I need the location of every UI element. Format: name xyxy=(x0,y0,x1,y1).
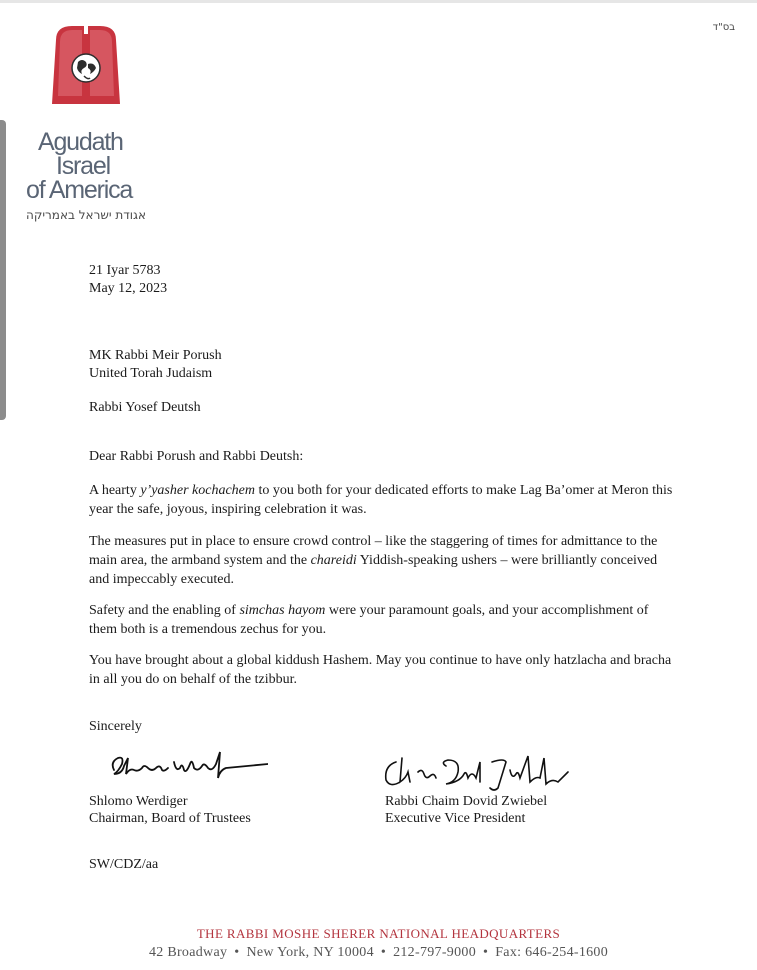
paragraph-1-end: to you both for your dedicated efforts to make Lag Ba’omer at Meron this year the safe, joyous, inspiring celebration it was. xyxy=(89,483,673,517)
salutation: Dear Rabbi Porush and Rabbi Deutsh: xyxy=(89,449,304,464)
signature-werdiger xyxy=(108,744,268,784)
recipient-1-name: MK Rabbi Meir Porush xyxy=(89,348,222,363)
recipient-2 xyxy=(89,399,201,417)
logo-line-of-america: of America xyxy=(26,176,133,204)
paragraph-2-end: Yiddish-speaking ushers – were brilliantly conceived and impeccably executed. xyxy=(89,553,658,587)
footer-street: 42 Broadway xyxy=(148,945,228,960)
footer-separator: • xyxy=(234,945,240,960)
signer-1-name: Shlomo Werdiger xyxy=(89,794,188,809)
logo-line-agudath: Agudath xyxy=(38,128,123,156)
signature-zwiebel xyxy=(380,748,580,796)
footer-fax: Fax: 646-254-1600 xyxy=(495,945,609,960)
paragraph-2 xyxy=(89,532,679,589)
bsd-mark: בס"ד xyxy=(712,22,735,33)
signer-2-name: Rabbi Chaim Dovid Zwiebel xyxy=(385,794,548,809)
logo-line-israel: Israel xyxy=(56,152,110,180)
logo-wordmark xyxy=(26,130,156,202)
signer-1-title: Chairman, Board of Trustees xyxy=(89,811,251,826)
footer-separator: • xyxy=(380,945,387,960)
paragraph-2-italic: chareidi xyxy=(310,553,357,568)
top-edge-line xyxy=(0,0,757,3)
logo-hebrew-name: אגודת ישראל באמריקה xyxy=(26,208,147,222)
footer-headquarters-title: THE RABBI MOSHE SHERER NATIONAL HEADQUARTERS xyxy=(196,926,561,941)
paragraph-1-italic: y’yasher kochachem xyxy=(140,483,255,498)
signer-2-block xyxy=(385,793,547,827)
paragraph-1-start: A hearty xyxy=(89,483,141,498)
closing: Sincerely xyxy=(89,719,142,734)
footer-phone: 212-797-9000 xyxy=(393,945,477,960)
footer-address-line xyxy=(0,945,757,961)
reference-initials: SW/CDZ/aa xyxy=(89,857,159,872)
footer-separator: • xyxy=(483,945,489,960)
paragraph-4: You have brought about a global kiddush Hashem. May you continue to have only hatzlacha and bracha in all you do on behalf of the tzibbur. xyxy=(89,653,672,687)
date-english: May 12, 2023 xyxy=(89,281,168,296)
signer-1-block xyxy=(89,793,251,827)
paragraph-3-end: were your paramount goals, and your accomplishment of them both is a tremendous zechus for you. xyxy=(89,603,649,637)
date-block xyxy=(89,262,167,298)
paragraph-3-start: Safety and the enabling of xyxy=(89,603,240,618)
recipient-1-org: United Torah Judaism xyxy=(89,366,213,381)
signer-2-title: Executive Vice President xyxy=(385,811,526,826)
book-globe-icon xyxy=(50,22,122,108)
paragraph-1 xyxy=(89,481,679,519)
paragraph-2-start: The measures put in place to ensure crowd control – like the staggering of times for admittance to the main area, the armband system and the xyxy=(89,534,658,568)
page-edge-shadow xyxy=(0,120,6,420)
footer-city: New York, NY 10004 xyxy=(246,945,374,960)
paragraph-3 xyxy=(89,601,679,639)
recipient-2-name: Rabbi Yosef Deutsh xyxy=(89,400,201,415)
organization-logo xyxy=(18,22,158,222)
date-hebrew: 21 Iyar 5783 xyxy=(89,263,161,278)
recipient-1 xyxy=(89,347,222,383)
paragraph-3-italic: simchas hayom xyxy=(239,603,326,618)
